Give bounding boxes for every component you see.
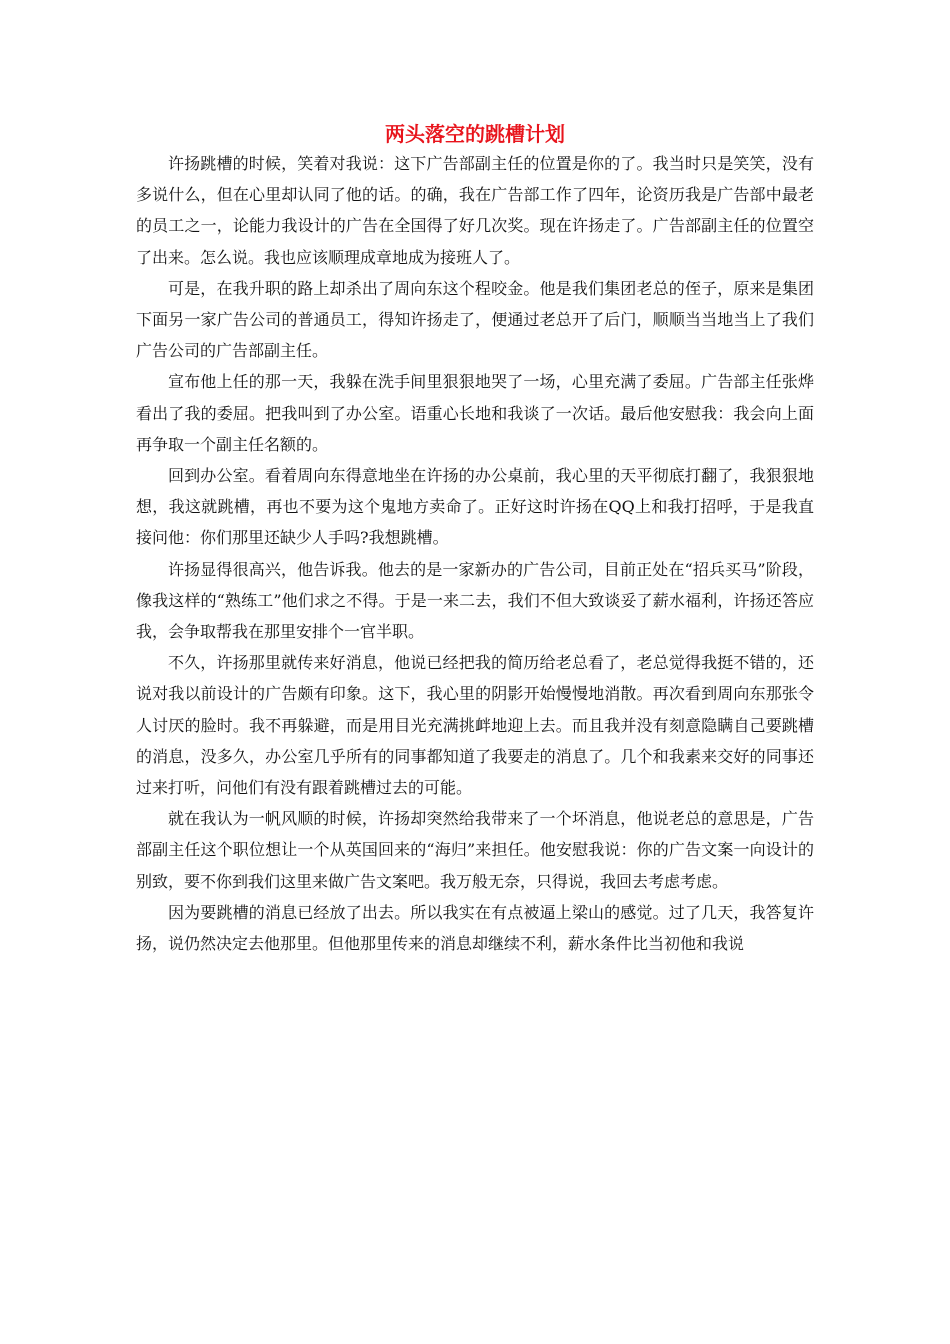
paragraph-1: 许扬跳槽的时候，笑着对我说：这下广告部副主任的位置是你的了。我当时只是笑笑，没有多说什么，但在心里却认同了他的话。的确，我在广告部工作了四年，论资历我是广告部中最老的员工之一，论能力我设计的广告在全国得了好几次奖。现在许扬走了。广告部副主任的位置空了出来。怎么说。我也应该顺理成章地成为接班人了。 (136, 154, 814, 267)
paragraph-2: 可是，在我升职的路上却杀出了周向东这个程咬金。他是我们集团老总的侄子，原来是集团下面另一家广告公司的普通员工，得知许扬走了，便通过老总开了后门，顺顺当当地当上了我们广告公司的广告部副主任。 (136, 278, 814, 361)
document-title: 两头落空的跳槽计划 (385, 122, 565, 146)
paragraph-5: 许扬显得很高兴，他告诉我。他去的是一家新办的广告公司，目前正处在“招兵买马”阶段，像我这样的“熟练工”他们求之不得。于是一来二去，我们不但大致谈妥了薪水福利，许扬还答应我，会争取帮我在那里安排个一官半职。 (136, 559, 814, 642)
paragraph-6: 不久，许扬那里就传来好消息，他说已经把我的简历给老总看了，老总觉得我挺不错的，还说对我以前设计的广告颇有印象。这下，我心里的阴影开始慢慢地消散。再次看到周向东那张令人讨厌的脸时。我不再躲避，而是用目光充满挑衅地迎上去。而且我并没有刻意隐瞒自己要跳槽的消息，没多久，办公室几乎所有的同事都知道了我要走的消息了。几个和我素来交好的同事还过来打听，问他们有没有跟着跳槽过去的可能。 (136, 653, 814, 798)
document-body (136, 148, 814, 959)
paragraph-4: 回到办公室。看着周向东得意地坐在许扬的办公桌前，我心里的天平彻底打翻了，我狠狠地想，我这就跳槽，再也不要为这个鬼地方卖命了。正好这时许扬在QQ上和我打招呼，于是我直接问他：你们那里还缺少人手吗?我想跳槽。 (136, 466, 814, 548)
paragraph-3: 宣布他上任的那一天，我躲在洗手间里狠狠地哭了一场，心里充满了委屈。广告部主任张烨看出了我的委屈。把我叫到了办公室。语重心长地和我谈了一次话。最后他安慰我：我会向上面再争取一个副主任名额的。 (136, 372, 814, 454)
paragraph-8: 因为要跳槽的消息已经放了出去。所以我实在有点被逼上梁山的感觉。过了几天，我答复许扬，说仍然决定去他那里。但他那里传来的消息却继续不利，薪水条件比当初他和我说 (136, 902, 814, 954)
paragraph-7: 就在我认为一帆风顺的时候，许扬却突然给我带来了一个坏消息，他说老总的意思是，广告部副主任这个职位想让一个从英国回来的“海归”来担任。他安慰我说：你的广告文案一向设计的别致，要不你到我们这里来做广告文案吧。我万般无奈，只得说，我回去考虑考虑。 (136, 809, 814, 891)
